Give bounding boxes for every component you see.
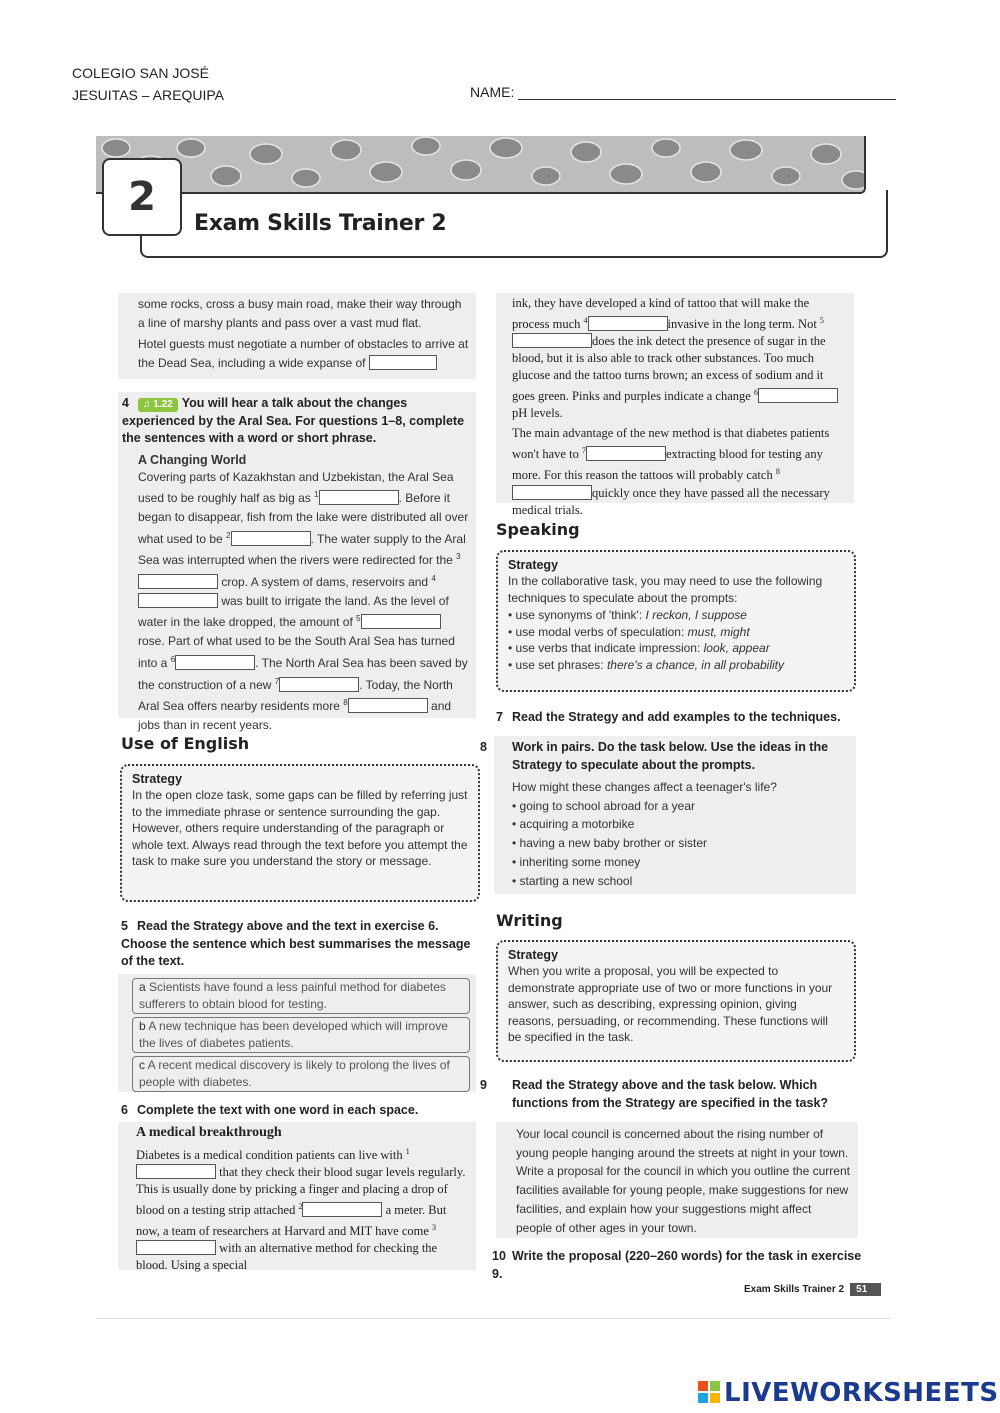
answer-gap-6[interactable] [175,655,255,670]
answer-gap-3[interactable] [138,574,218,589]
strategy-techniques [508,607,844,673]
answer-gap-4[interactable] [588,316,668,331]
intro-paragraph-1: some rocks, cross a busy main road, make their way through a line of marshy plants and pass over a vast mud flat. [138,297,462,330]
exercise-6-instruction: 6 Complete the text with one word in each space. [121,1103,419,1117]
name-field-row [470,84,896,100]
exercise-4-instruction: 4 ♫ 1.22 You will hear a talk about the changes experienced by the Aral Sea. For questions 1–8, complete the sentences with a word or short phrase. [122,396,465,445]
medical-text-3: The main advantage of the new method is that diabetes patients won't have to $^7$ extracting blood for testing any more. For this reason the tattoos will probably catch $^8$quickly once they have passed all the necessary medical trials. [512,426,830,517]
answer-gap-1[interactable] [136,1164,216,1179]
exercise-6-text-part-1 [118,1122,476,1273]
page-title: Exam Skills Trainer 2 [194,211,447,236]
decorative-banner [96,136,866,194]
watermark-text: LIVEWORKSHEETS [724,1378,999,1408]
page-footer [744,1283,881,1296]
answer-gap-6[interactable] [758,388,838,403]
exercise-6-text-part-2 [496,293,854,517]
option-b[interactable]: b A new technique has been developed which will improve the lives of diabetes patients. [132,1017,470,1053]
liveworksheets-logo [698,1378,999,1408]
footer-label: Exam Skills Trainer 2 [744,1284,845,1295]
aral-sea-subtitle: A Changing World [138,452,247,467]
medical-breakthrough-title: A medical breakthrough [136,1125,282,1140]
exercise-5-instruction: 5 Read the Strategy above and the text in exercise 6. Choose the sentence which best summarises the message of the text. [121,919,471,968]
exercise-8 [480,736,856,894]
exercise-9-instruction: 9 Read the Strategy above and the task below. Which functions from the Strategy are specified in the task? [480,1078,829,1110]
technique-item: • use synonyms of 'think': I reckon, I suppose [508,607,844,624]
answer-gap-2[interactable] [302,1202,382,1217]
prompt-item: • inheriting some money [512,853,848,872]
exercise-5-options [118,974,476,1092]
exercise-4 [118,392,476,732]
speaking-strategy [496,550,856,692]
strategy-intro: In the collaborative task, you may need to use the following techniques to speculate about the prompts: [508,574,823,605]
strategy-text: In the open cloze task, some gaps can be filled by referring just to the immediate phrase or sentence surrounding the gap. However, others require understanding of the paragraph or whole text. Always read through the text before you attempt the task to make sure you understand the story or message. [132,788,468,868]
answer-gap-1[interactable] [319,490,399,505]
answer-gap-7[interactable] [586,446,666,461]
page-number: 51 [850,1283,881,1296]
exercise-9-task: Your local council is concerned about the rising number of young people hanging around the streets at night in your town. Write a proposal for the council in which you outline the current facilities available for young people, make suggestions for new facilities, and explain how your suggestions might affect people of other ages in your town. [496,1122,858,1238]
exercise-10-instruction: 10 Write the proposal (220–260 words) for the task in exercise 9. [492,1249,862,1281]
use-of-english-strategy [120,764,480,902]
prompt-item: • starting a new school [512,872,848,891]
exercise-8-question: How might these changes affect a teenager's life? [512,780,777,794]
exercise-8-instruction: 8 Work in pairs. Do the task below. Use the ideas in the Strategy to speculate about the prompts. [480,740,829,772]
answer-gap-5[interactable] [512,333,592,348]
answer-gap-3[interactable] [136,1240,216,1255]
prompt-item: • going to school abroad for a year [512,797,848,816]
school-line-1: COLEGIO SAN JOSÉ [72,65,209,81]
technique-item: • use set phrases: there's a chance, in all probability [508,657,844,674]
answer-gap-2[interactable] [231,531,311,546]
answer-gap-8[interactable] [348,698,428,713]
school-line-2: JESUITAS – AREQUIPA [72,87,224,103]
name-label: NAME: [470,84,515,100]
technique-item: • use verbs that indicate impression: look, appear [508,640,844,657]
name-input-line[interactable] [518,86,896,100]
speaking-heading: Speaking [496,520,580,539]
answer-gap-8[interactable] [512,485,592,500]
intro-paragraph-2: Hotel guests must negotiate a number of obstacles to arrive at the Dead Sea, including a wide expanse of [138,337,469,371]
answer-gap-4[interactable] [138,593,218,608]
prompt-item: • acquiring a motorbike [512,815,848,834]
strategy-title: Strategy [508,558,559,572]
school-name [72,62,224,106]
answer-gap[interactable] [369,355,437,370]
option-a[interactable]: a Scientists have found a less painful method for diabetes sufferers to obtain blood for testing. [132,978,470,1014]
answer-gap-7[interactable] [279,677,359,692]
technique-item: • use modal verbs of speculation: must, might [508,624,844,641]
writing-strategy [496,940,856,1062]
aral-sea-text: Covering parts of Kazakhstan and Uzbekistan, the Aral Sea used to be roughly half as big as $^1$ . Before it began to disappear, fish from the lake were distributed all over what used to be $^2$ . The water supply to the Aral Sea was interrupted when the rivers were redirected for the $^3$ crop. A system of dams, reservoirs and $^4$ was built to irrigate the land. As the level of water in the lake dropped, the amount of $^5$ rose. Part of what used to be the South Aral Sea has turned into a $^6$ . The North Aral Sea has been saved by the construction of a new $^7$ . Today, the North Aral Sea offers nearby residents more $^8$ and jobs than in recent years. [138,469,469,732]
exercise-8-prompts [496,797,848,891]
strategy-title: Strategy [132,772,183,786]
exercise-7-instruction: 7 Read the Strategy and add examples to the techniques. [496,710,841,724]
banner-pattern-icon [96,136,866,194]
medical-text-1: Diabetes is a medical condition patients can live with $^1$ that they check their blood sugar levels regularly. This is usually done by pricking a finger and placing a drop of blood on a testing strip attached $^2$ a meter. But now, a team of researchers at Harvard and MIT have come $^3$ with an alternative method for checking the blood. Using a special [136,1147,466,1273]
intro-text-block [118,293,476,379]
liveworksheets-icon [698,1381,720,1405]
prompt-item: • having a new baby brother or sister [512,834,848,853]
medical-text-2: ink, they have developed a kind of tattoo that will make the process much $^4$ invasive in the long term. Not $^5$does the ink detect the presence of sugar in the blood, but it is also able to track other substances. Too much glucose and the tattoo turns brown; an excess of sodium and it goes green. Pinks and purples indicate a change $^6$pH levels. [512,295,846,422]
strategy-title: Strategy [508,948,559,962]
writing-heading: Writing [496,911,563,930]
strategy-text: When you write a proposal, you will be expected to demonstrate appropriate use of two or more functions in your answer, such as describing, expressing opinion, giving reasons, persuading, or recommending. These functions will be specified in the task. [508,964,833,1044]
bottom-divider [96,1318,890,1319]
unit-number: 2 [102,158,182,236]
audio-track-icon[interactable]: ♫ 1.22 [138,398,178,412]
use-of-english-heading: Use of English [121,734,250,753]
answer-gap-5[interactable] [361,614,441,629]
option-c[interactable]: c A recent medical discovery is likely to prolong the lives of people with diabetes. [132,1056,470,1092]
